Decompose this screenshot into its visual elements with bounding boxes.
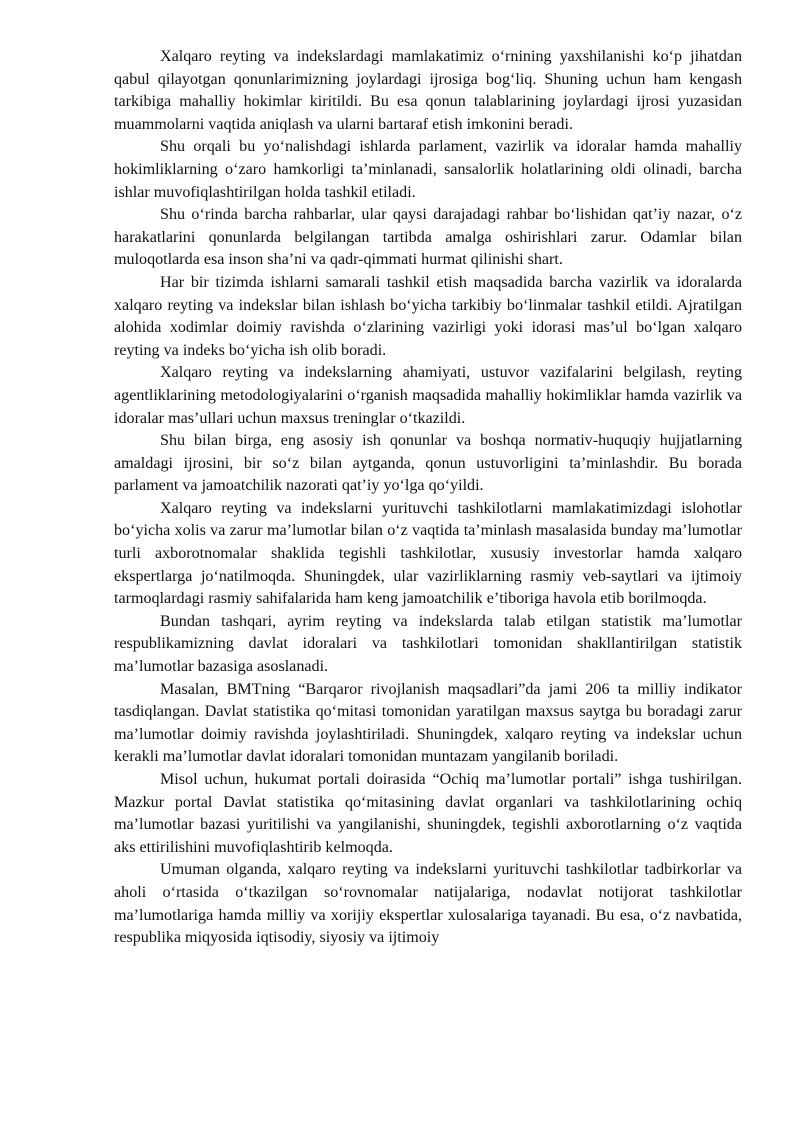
paragraph: Xalqaro reyting va indekslarni yurituvchi tashkilotlarni mamlakatimizdagi islohotlar boʻyicha xolis va zarur maʼlumotlar bilan oʻz vaqtida taʼminlash masalasida bunday maʼlumotlar turli axborotnomalar shaklida tegishli tashkilotlar, xususiy investorlar hamda xalqaro ekspertlarga joʻnatilmoqda. Shuningdek, ular vazirliklarning rasmiy veb-saytlari va ijtimoiy tarmoqlardagi rasmiy sahifalarida ham keng jamoatchilik eʼtiboriga havola etib borilmoqda. bbox=[114, 499, 742, 608]
paragraph: Misol uchun, hukumat portali doirasida “Ochiq maʼlumotlar portali” ishga tushirilgan. Mazkur portal Davlat statistika qoʻmitasining davlat organlari va tashkilotlarining ochiq maʼlumotlar bazasi yuritilishi va yangilanishi, shuningdek, tegishli axborotlarning oʻz vaqtida aks ettirilishini muvofiqlashtirib kelmoqda. bbox=[114, 771, 742, 856]
paragraph: Masalan, BMTning “Barqaror rivojlanish maqsadlari”da jami 206 ta milliy indikator tasdiqlangan. Davlat statistika qoʻmitasi tomonidan yaratilgan maxsus saytga bu boradagi zarur maʼlumotlar doimiy ravishda joylashtiriladi. Shuningdek, xalqaro reyting va indekslar uchun kerakli maʼlumotlar davlat idoralari tomonidan muntazam yangilanib boriladi. bbox=[114, 680, 742, 766]
paragraph: Xalqaro reyting va indekslardagi mamlakatimiz oʻrnining yaxshilanishi koʻp jihatdan qabul qilayotgan qonunlarimizning joylardagi ijrosiga bogʻliq. Shuning uchun ham kengash tarkibiga mahalliy hokimlar kiritildi. Bu esa qonun talablarining joylardagi ijrosi yuzasidan muammolarni vaqtida aniqlash va ularni bartaraf etish imkonini beradi. bbox=[114, 48, 742, 133]
document-page bbox=[114, 46, 742, 950]
paragraph: Shu orqali bu yoʻnalishdagi ishlarda parlament, vazirlik va idoralar hamda mahalliy hokimliklarning oʻzaro hamkorligi taʼminlanadi, sansalorlik holatlarining oldi olinadi, barcha ishlar muvofiqlashtirilgan holda tashkil etiladi. bbox=[114, 138, 742, 201]
paragraph: Shu oʻrinda barcha rahbarlar, ular qaysi darajadagi rahbar boʻlishidan qatʼiy nazar, oʻz harakatlarini qonunlarda belgilangan tartibda amalga oshirishlari zarur. Odamlar bilan muloqotlarda esa inson shaʼni va qadr-qimmati hurmat qilinishi shart. bbox=[114, 206, 742, 269]
paragraph: Har bir tizimda ishlarni samarali tashkil etish maqsadida barcha vazirlik va idoralarda xalqaro reyting va indekslar bilan ishlash boʻyicha tarkibiy boʻlinmalar tashkil etildi. Ajratilgan alohida xodimlar doimiy ravishda oʻzlarining vazirligi yoki idorasi masʼul boʻlgan xalqaro reyting va indeks boʻyicha ish olib boradi. bbox=[114, 273, 742, 359]
paragraph: Shu bilan birga, eng asosiy ish qonunlar va boshqa normativ-huquqiy hujjatlarning amaldagi ijrosini, bir soʻz bilan aytganda, qonun ustuvorligini taʼminlashdir. Bu borada parlament va jamoatchilik nazorati qatʼiy yoʻlga qoʻyildi. bbox=[114, 432, 742, 495]
paragraph: Bundan tashqari, ayrim reyting va indekslarda talab etilgan statistik maʼlumotlar respublikamizning davlat idoralari va tashkilotlari tomonidan shakllantirilgan statistik maʼlumotlar bazasiga asoslanadi. bbox=[114, 612, 742, 676]
paragraph: Umuman olganda, xalqaro reyting va indekslarni yurituvchi tashkilotlar tadbirkorlar va aholi oʻrtasida oʻtkazilgan soʻrovnomalar natijalariga, nodavlat notijorat tashkilotlar maʼlumotlariga hamda milliy va xorijiy ekspertlar xulosalariga tayanadi. Bu esa, oʻz navbatida, respublika miqyosida iqtisodiy, siyosiy va ijtimoiy bbox=[114, 861, 742, 947]
paragraph: Xalqaro reyting va indekslarning ahamiyati, ustuvor vazifalarini belgilash, reyting agentliklarining metodologiyalarini oʻrganish maqsadida mahalliy hokimliklar hamda vazirlik va idoralar masʼullari uchun maxsus treninglar oʻtkazildi. bbox=[114, 364, 742, 427]
